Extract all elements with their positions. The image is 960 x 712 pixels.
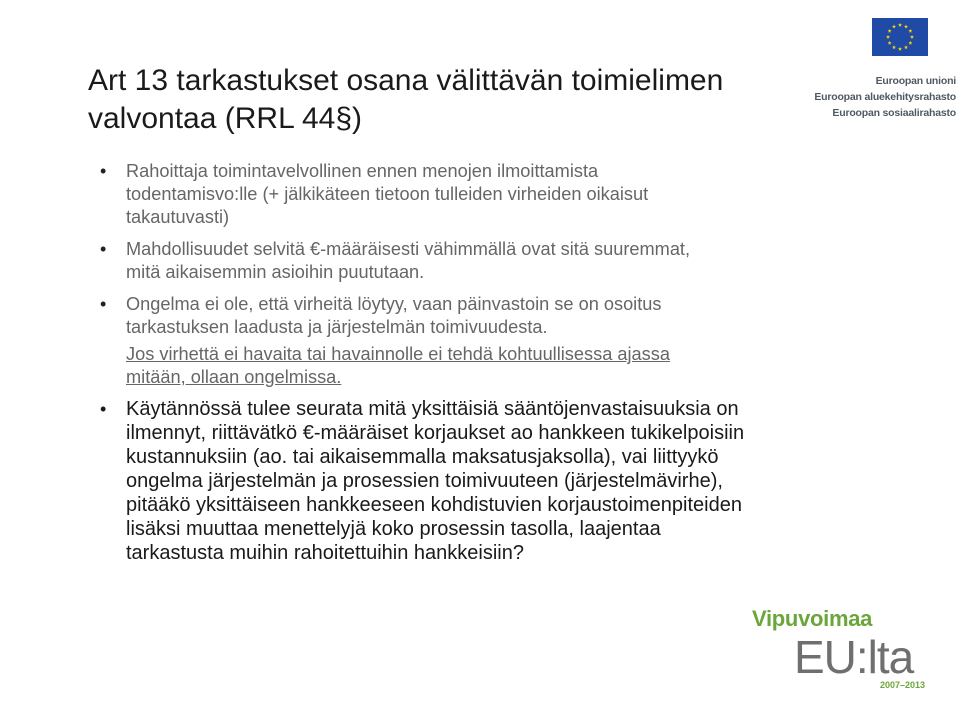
bullet-line: Ongelma ei ole, että virheitä löytyy, vaan päinvastoin se on osoitus <box>126 294 662 314</box>
eu-logo-line: Euroopan unioni <box>875 75 956 87</box>
bullet-line: Mahdollisuudet selvitä €-määräisesti vähimmällä ovat sitä suuremmat, <box>126 239 691 259</box>
bullet-line: takautuvasti) <box>126 207 230 227</box>
bullet-line: mitä aikaisemmin asioihin puututaan. <box>126 262 425 282</box>
eu-logo <box>814 18 956 119</box>
bullet-line: lisäksi muuttaa menettelyjä koko prosessin tasolla, laajentaa <box>126 518 661 540</box>
bullet-item <box>100 397 860 565</box>
bullet-line: kustannuksiin (ao. tai aikaisemmalla maksatusjaksolla), vai liittyykö <box>126 446 719 468</box>
bullet-line: Käytännössä tulee seurata mitä yksittäisiä sääntöjenvastaisuuksia on <box>126 398 739 420</box>
bullet-marker: • <box>100 399 107 419</box>
eu-flag-icon <box>872 18 928 56</box>
vipuvoimaa-logo-years: 2007–2013 <box>880 680 926 690</box>
bullet-item <box>100 293 860 339</box>
eu-logo-line: Euroopan sosiaalirahasto <box>832 107 956 119</box>
vipuvoimaa-logo <box>752 606 942 696</box>
vipuvoimaa-logo-word: Vipuvoimaa <box>752 606 873 631</box>
bullet-item <box>100 238 860 284</box>
bullet-marker: • <box>100 161 107 181</box>
bullet-line: todentamisvo:lle (+ jälkikäteen tietoon tulleiden virheiden oikaisut <box>126 184 649 204</box>
bullet-line: mitään, ollaan ongelmissa. <box>126 367 342 387</box>
bullet-line: tarkastusta muihin rahoitettuihin hankkeisiin? <box>126 542 524 564</box>
bullet-line: ongelma järjestelmän ja prosessien toimivuuteen (järjestelmävirhe), <box>126 470 723 492</box>
bullet-item <box>100 160 860 229</box>
title-line: Art 13 tarkastukset osana välittävän toimielimen <box>88 64 724 97</box>
eu-logo-text <box>788 73 956 121</box>
bullet-line: ilmennyt, riittävätkö €-määräiset korjaukset ao hankkeen tukikelpoisiin <box>126 422 745 444</box>
bullet-item-continuation <box>100 343 860 389</box>
bullet-marker: • <box>100 294 107 314</box>
bullet-marker: • <box>100 239 107 259</box>
eu-logo-line: Euroopan aluekehitysrahasto <box>814 91 956 103</box>
slide-title <box>88 62 848 138</box>
bullet-line: tarkastuksen laadusta ja järjestelmän toimivuudesta. <box>126 317 548 337</box>
vipuvoimaa-logo-eu-text: EU:lta <box>794 631 914 683</box>
bullet-line: Jos virhettä ei havaita tai havainnolle ei tehdä kohtuullisessa ajassa <box>126 344 670 364</box>
bullet-list <box>100 160 860 565</box>
bullet-line: Rahoittaja toimintavelvollinen ennen menojen ilmoittamista <box>126 161 599 181</box>
title-line: valvontaa (RRL 44§) <box>88 102 363 135</box>
bullet-line: pitääkö yksittäiseen hankkeeseen kohdistuvien korjaustoimenpiteiden <box>126 494 742 516</box>
